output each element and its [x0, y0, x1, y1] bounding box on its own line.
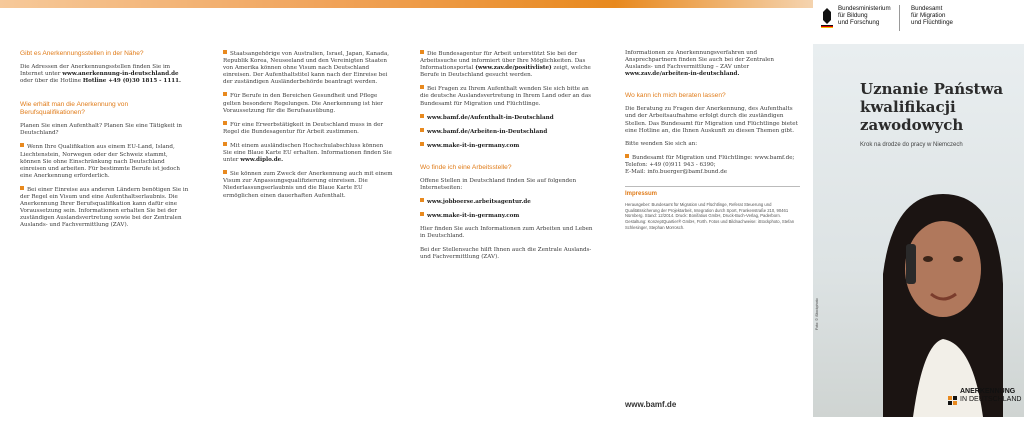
column-3	[420, 50, 595, 267]
bullet-square-icon	[420, 128, 424, 132]
office-name: Bundesamt für Migration und Flüchtlinge	[911, 5, 953, 27]
bullet-square-icon	[420, 114, 424, 118]
paragraph-counseling: Die Beratung zu Fragen der Anerkennung, des Aufenthalts und der Arbeitsaufnahme erfolgt durch die zuständigen Stellen. Das Bundesamt für Migration und Flüchtlinge bietet eine Hotline an, die Ihnen Auskunft zu diesen Themen gibt.	[625, 106, 798, 134]
bullet-square-icon	[223, 92, 227, 96]
email-link[interactable]: E-Mail: info.buerger@bamf.bund.de	[625, 169, 728, 176]
bullet-square-icon	[223, 121, 227, 125]
top-orange-bar	[0, 0, 820, 8]
hotline-number: Hotline +49 (0)30 1815 - 1111.	[82, 78, 181, 85]
bullet-eu: Wenn Ihre Qualifikation aus einem EU-Land, Island, Liechtenstein, Norwegen oder der Schweiz stammt, können Sie ohne Einschränkung nach Deutschland einreisen und arbeiten. Für bestimmte Berufe ist jedoch eine Anerkennung erforderlich.	[20, 144, 180, 179]
bullet-health: Für Berufe in den Bereichen Gesundheit und Pflege gelten besondere Regelungen. Die Anerkennung ist hier Voraussetzung für die Berufsausübung.	[223, 93, 383, 114]
paragraph-plans: Planen Sie einen Aufenthalt? Planen Sie eine Tätigkeit in Deutschland?	[20, 123, 183, 137]
brand-header	[813, 0, 1024, 44]
logo-text: ANERKENNUNG IN DEUTSCHLAND	[960, 388, 1022, 403]
brand-divider	[899, 5, 900, 31]
bullet-square-icon	[420, 50, 424, 54]
column-2	[223, 50, 393, 206]
link-jobboerse: www.jobboerse.arbeitsagentur.de	[420, 198, 595, 206]
imprint-heading: Impressum	[625, 191, 658, 198]
cover-subtitle: Krok na drodze do pracy w Niemczech	[860, 142, 963, 148]
logo-mark-icon	[948, 390, 957, 399]
bullet-square-icon	[420, 85, 424, 89]
bullet-square-icon	[420, 142, 424, 146]
link-make-it-2: www.make-it-in-germany.com	[420, 212, 595, 220]
paragraph-recognition-office: Die Adressen der Anerkennungsstellen finden Sie im Internet unter www.anerkennung-in-deutschland.de oder über die Hotline Hotline +49 (0)30 1815 - 1111.	[20, 64, 181, 85]
paragraph-living-info: Hier finden Sie auch Informationen zum Arbeiten und Leben in Deutschland.	[420, 226, 593, 240]
bullet-square-icon	[20, 143, 24, 147]
link-aufenthalt: www.bamf.de/Aufenthalt-in-Deutschland	[420, 114, 595, 122]
heading-how-recognition: Wie erhält man die Anerkennung von Berufsqualifikationen?	[20, 101, 129, 117]
divider	[625, 186, 800, 187]
bullet-visa-free: Staatsangehörige von Australien, Israel, Japan, Kanada, Republik Korea, Neuseeland und den Vereinigten Staaten von Amerika können ohne Visum nach Deutschland einreisen. Der Aufenthaltstitel kann nach der Einreise bei der zuständigen Ausländerbehörde beantragt werden.	[223, 51, 390, 86]
bullet-square-icon	[223, 50, 227, 54]
ministry-name: Bundesministerium für Bildung und Forschung	[838, 5, 891, 27]
bullet-qualification-visa: Sie können zum Zweck der Anerkennung auch mit einem Visum zur Anpassungsqualifizierung einreisen. Die Niederlassungserlaubnis und die Blaue Karte EU ermöglichen einen dauerhaften Aufenthalt.	[223, 171, 393, 199]
bullet-agency: Für eine Erwerbstätigkeit in Deutschland muss in der Regel die Bundesagentur für Arbeit zustimmen.	[223, 121, 384, 135]
link-arbeiten: www.bamf.de/Arbeiten-in-Deutschland	[420, 128, 595, 136]
photo-credit: Foto: © iStockphoto	[815, 298, 819, 330]
bullet-square-icon	[20, 186, 24, 190]
bamf-site[interactable]: www.bamf.de	[625, 400, 677, 409]
bullet-residence-questions: Bei Fragen zu Ihrem Aufenthalt wenden Sie sich bitte an die deutsche Auslandsvertretung in Ihrem Land oder an das Bundesamt für Migration und Flüchtlinge.	[420, 86, 592, 107]
paragraph-contact: Bitte wenden Sie sich an:	[625, 140, 698, 147]
positivliste-link[interactable]: (www.zav.de/positivliste)	[475, 65, 552, 72]
column-4	[625, 50, 800, 410]
bullet-square-icon	[420, 212, 424, 216]
heading-recognition-office: Gibt es Anerkennungsstellen in der Nähe?	[20, 50, 144, 57]
bullet-square-icon	[223, 142, 227, 146]
bullet-square-icon	[420, 198, 424, 202]
bullet-blue-card: Mit einem ausländischen Hochschulabschluss können Sie eine Blaue Karte EU erhalten. Informationen finden Sie unter www.diplo.de.	[223, 142, 392, 164]
heading-counseling: Wo kann ich mich beraten lassen?	[625, 92, 726, 100]
cover-title	[860, 80, 1010, 148]
title-line: Uznanie Państwa kwalifikacji zawodowych	[860, 80, 1004, 134]
contact-block: Bundesamt für Migration und Flüchtlinge: www.bamf.de; Telefon: +49 (0)911 943 - 6390; E-Mail: info.buerger@bamf.bund.de	[625, 154, 795, 176]
bullet-square-icon	[223, 170, 227, 174]
link-make-it: www.make-it-in-germany.com	[420, 142, 595, 150]
heading-find-job: Wo finde ich eine Arbeitsstelle?	[420, 163, 512, 171]
recognition-link[interactable]: www.anerkennung-in-deutschland.de	[62, 71, 179, 78]
diplo-link[interactable]: www.diplo.de.	[240, 157, 284, 164]
paragraph-job-sites: Offene Stellen in Deutschland finden Sie auf folgenden Internetseiten:	[420, 177, 577, 192]
paragraph-zav-help: Bei der Stellensuche hilft Ihnen auch die Zentrale Auslands- und Fachvermittlung (ZAV).	[420, 246, 592, 260]
federal-eagle-icon	[821, 6, 833, 28]
imprint-text: Herausgeber: Bundesamt für Migration und Flüchtlinge, Referat Steuerung und Qualitätssicherung der Projektarbeit, Integration durch Sport, Frankenstraße 210, 90461 Nürnberg. Stand: 12/2014. Druck: Bonifatius GmbH, Druck-Buch-Verlag, Paderborn. Gestaltung: KonzeptQuartier® GmbH, Fürth. Fotos und Bildnachweise: iStockphoto, Stefan Schlesinger, Stephan Morrosch.	[625, 202, 795, 230]
zav-link[interactable]: www.zav.de/arbeiten-in-deutschland.	[625, 71, 740, 78]
paragraph-zav: Informationen zu Anerkennungsverfahren und Ansprechpartnern finden Sie auch bei der Zentralen Auslands- und Fachvermittlung – ZAV unter www.zav.de/arbeiten-in-deutschland.	[625, 50, 774, 78]
column-1	[20, 50, 190, 236]
bullet-other-countries: Bei einer Einreise aus anderen Ländern benötigen Sie in der Regel ein Visum und eine Aufenthaltserlaubnis. Die Anerkennung Ihrer Berufsqualifikation kann dafür eine Voraussetzung sein. Informationen erhalten Sie bei der zuständigen Auslandsvertretung sowie bei der Zentralen Auslands- und Fachvermittlung (ZAV).	[20, 186, 189, 229]
bullet-job-support: Die Bundesagentur für Arbeit unterstützt Sie bei der Arbeitssuche und informiert über Ihre Möglichkeiten. Das Informationsportal (www.zav.de/positivliste) zeigt, welche Berufe in Deutschland gesucht werden.	[420, 51, 591, 79]
bullet-square-icon	[625, 154, 629, 158]
